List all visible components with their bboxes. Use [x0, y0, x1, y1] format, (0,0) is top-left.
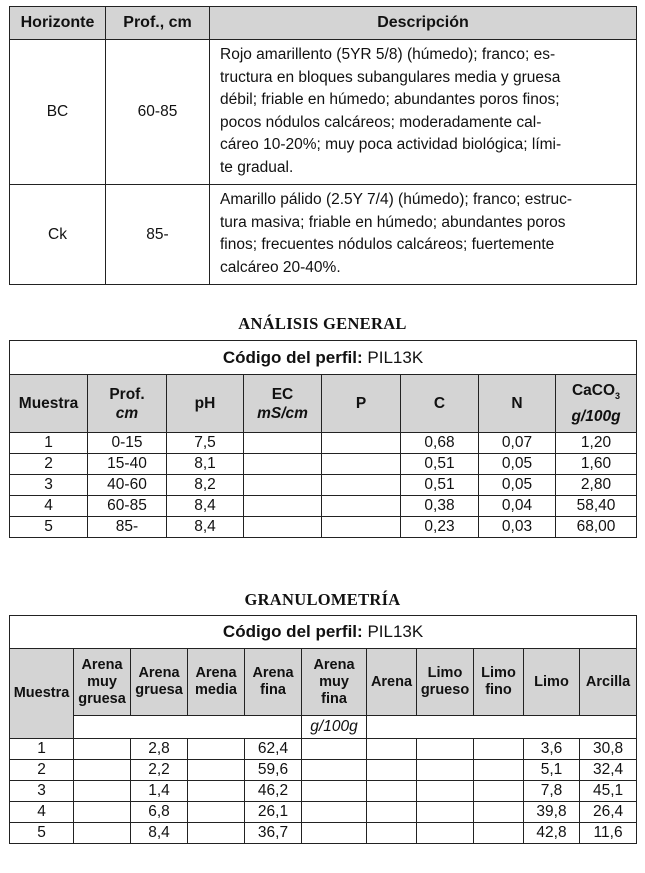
cell-ph: 8,1	[167, 454, 244, 475]
header-line: Arena	[313, 656, 355, 673]
header-caco3-label	[558, 381, 634, 406]
cell-limo-grueso	[417, 802, 474, 823]
general-row	[10, 454, 637, 475]
cell-arena-media	[188, 802, 245, 823]
cell-limo-fino	[474, 802, 524, 823]
cell-arena-media	[188, 781, 245, 802]
cell-ec	[244, 475, 322, 496]
header-arena: Arena	[367, 649, 417, 716]
cell-arcilla: 45,1	[580, 781, 637, 802]
header-line: muy	[87, 673, 117, 690]
header-line: Arena	[252, 665, 294, 681]
cell-c: 0,68	[401, 433, 479, 454]
cell-ec	[244, 454, 322, 475]
header-ec-unit: mS/cm	[257, 404, 308, 422]
cell-limo: 39,8	[524, 802, 580, 823]
cell-arena-muy-gruesa	[74, 802, 131, 823]
cell-arena-fina: 46,2	[245, 781, 302, 802]
header-line: fino	[485, 682, 512, 698]
cell-limo-grueso	[417, 739, 474, 760]
header-line: gruesa	[135, 682, 183, 698]
cell-arena	[367, 760, 417, 781]
general-row	[10, 475, 637, 496]
unit-spacer	[74, 716, 302, 739]
header-prof-label: Prof.	[109, 385, 145, 403]
cell-prof: 40-60	[88, 475, 167, 496]
cell-arena	[367, 739, 417, 760]
cell-arcilla: 32,4	[580, 760, 637, 781]
cell-arena-muy-gruesa	[74, 739, 131, 760]
section-title-granulometria: GRANULOMETRÍA	[244, 590, 401, 609]
cell-c: 0,38	[401, 496, 479, 517]
granulo-unit-row	[10, 716, 637, 739]
cell-muestra: 1	[10, 739, 74, 760]
cell-p	[322, 496, 401, 517]
header-line: Limo	[481, 665, 516, 681]
header-descripcion: Descripción	[210, 7, 637, 40]
cell-muestra: 5	[10, 517, 88, 538]
cell-arena	[367, 802, 417, 823]
caco3-subscript: 3	[615, 391, 621, 402]
cell-caco3: 2,80	[556, 475, 637, 496]
description-line: calcáreo 20-40%.	[220, 258, 341, 276]
cell-n: 0,07	[479, 433, 556, 454]
header-limo-grueso	[417, 649, 474, 716]
section-title-general: ANÁLISIS GENERAL	[238, 314, 407, 333]
granulo-header-row	[10, 649, 637, 716]
cell-muestra: 4	[10, 496, 88, 517]
horizon-depth: 85-	[106, 185, 210, 285]
cell-limo-grueso	[417, 823, 474, 844]
granulo-row	[10, 823, 637, 844]
description-line: cáreo 10-20%; muy poca actividad biológica; lími-	[220, 136, 562, 153]
cell-c: 0,51	[401, 454, 479, 475]
cell-arena-media	[188, 823, 245, 844]
cell-n: 0,03	[479, 517, 556, 538]
general-row	[10, 433, 637, 454]
profile-code-value: PIL13K	[367, 347, 424, 367]
header-c: C	[401, 375, 479, 433]
cell-caco3: 1,60	[556, 454, 637, 475]
unit-label: g/100g	[302, 716, 367, 739]
cell-arena-fina: 36,7	[245, 823, 302, 844]
cell-ec	[244, 517, 322, 538]
cell-limo-fino	[474, 781, 524, 802]
cell-n: 0,05	[479, 454, 556, 475]
cell-limo-fino	[474, 823, 524, 844]
cell-muestra: 1	[10, 433, 88, 454]
cell-arena-fina: 59,6	[245, 760, 302, 781]
profile-code-row	[10, 341, 637, 375]
cell-arena-muy-gruesa	[74, 823, 131, 844]
header-line: gruesa	[78, 690, 126, 707]
horizon-name: Ck	[10, 185, 106, 285]
profile-code-label: Código del perfil:	[222, 347, 363, 367]
cell-ec	[244, 433, 322, 454]
profile-code-row	[10, 616, 637, 649]
cell-arena-muy-fina	[302, 802, 367, 823]
granulo-row	[10, 760, 637, 781]
cell-arena-muy-fina	[302, 823, 367, 844]
cell-arena-fina: 26,1	[245, 802, 302, 823]
cell-p	[322, 433, 401, 454]
cell-arcilla: 30,8	[580, 739, 637, 760]
profile-code	[10, 341, 637, 375]
header-caco3-unit: g/100g	[571, 407, 621, 425]
cell-limo: 3,6	[524, 739, 580, 760]
cell-p	[322, 454, 401, 475]
cell-limo-fino	[474, 739, 524, 760]
header-arena-muy-fina	[302, 649, 367, 716]
granulometry-table	[9, 615, 637, 844]
cell-arena-muy-gruesa	[74, 760, 131, 781]
description-line: Amarillo pálido (2.5Y 7/4) (húmedo); franco; estruc-	[220, 191, 573, 208]
cell-arena-media	[188, 760, 245, 781]
header-arcilla: Arcilla	[580, 649, 637, 716]
header-n: N	[479, 375, 556, 433]
cell-muestra: 4	[10, 802, 74, 823]
header-arena-media	[188, 649, 245, 716]
cell-n: 0,05	[479, 475, 556, 496]
header-line: fina	[260, 682, 286, 698]
cell-limo: 7,8	[524, 781, 580, 802]
cell-limo: 5,1	[524, 760, 580, 781]
general-row	[10, 517, 637, 538]
header-ec	[244, 375, 322, 433]
cell-muestra: 3	[10, 475, 88, 496]
cell-n: 0,04	[479, 496, 556, 517]
profile-code-label: Código del perfil:	[222, 622, 363, 641]
general-analysis-table	[9, 340, 637, 538]
profile-code-value: PIL13K	[367, 622, 424, 641]
granulo-row	[10, 781, 637, 802]
cell-arena-muy-fina	[302, 760, 367, 781]
header-line: muy	[319, 673, 349, 690]
cell-arcilla: 26,4	[580, 802, 637, 823]
cell-arena-gruesa: 2,8	[131, 739, 188, 760]
unit-spacer	[367, 716, 637, 739]
granulo-row	[10, 802, 637, 823]
cell-caco3: 68,00	[556, 517, 637, 538]
cell-arena-muy-fina	[302, 781, 367, 802]
cell-prof: 15-40	[88, 454, 167, 475]
horizon-description	[210, 185, 637, 285]
cell-muestra: 2	[10, 760, 74, 781]
horizon-name: BC	[10, 40, 106, 185]
description-line: pocos nódulos calcáreos; moderadamente cal-	[220, 113, 542, 131]
header-line: fina	[321, 690, 347, 707]
header-limo: Limo	[524, 649, 580, 716]
cell-p	[322, 475, 401, 496]
cell-muestra: 3	[10, 781, 74, 802]
cell-muestra: 5	[10, 823, 74, 844]
header-arena-muy-gruesa	[74, 649, 131, 716]
cell-arena-gruesa: 8,4	[131, 823, 188, 844]
granulo-row	[10, 739, 637, 760]
cell-arena-muy-fina	[302, 739, 367, 760]
cell-p	[322, 517, 401, 538]
header-caco3	[556, 375, 637, 433]
cell-limo: 42,8	[524, 823, 580, 844]
header-muestra: Muestra	[10, 375, 88, 433]
cell-ph: 8,4	[167, 517, 244, 538]
header-ec-label: EC	[271, 385, 294, 403]
cell-ec	[244, 496, 322, 517]
header-line: media	[195, 682, 237, 698]
description-line: Rojo amarillento (5YR 5/8) (húmedo); franco; es-	[220, 46, 556, 63]
header-limo-fino	[474, 649, 524, 716]
cell-arena-fina: 62,4	[245, 739, 302, 760]
cell-arena-gruesa: 6,8	[131, 802, 188, 823]
header-horizonte: Horizonte	[10, 7, 106, 40]
header-line: Arena	[195, 665, 237, 681]
horizons-header-row	[10, 7, 637, 40]
cell-limo-fino	[474, 760, 524, 781]
header-arena-gruesa	[131, 649, 188, 716]
cell-limo-grueso	[417, 760, 474, 781]
cell-c: 0,51	[401, 475, 479, 496]
horizon-row	[10, 40, 637, 185]
cell-arena-media	[188, 739, 245, 760]
description-line: débil; friable en húmedo; abundantes poros finos;	[220, 91, 560, 108]
horizon-depth: 60-85	[106, 40, 210, 185]
horizons-table	[9, 6, 637, 285]
cell-arena	[367, 823, 417, 844]
header-line: Limo	[427, 665, 463, 681]
header-p: P	[322, 375, 401, 433]
general-row	[10, 496, 637, 517]
cell-arena-gruesa: 2,2	[131, 760, 188, 781]
header-line: Arena	[81, 656, 123, 673]
description-line: finos; frecuentes nódulos calcáreos; fuertemente	[220, 236, 555, 253]
cell-ph: 8,2	[167, 475, 244, 496]
description-line: te gradual.	[220, 158, 294, 176]
header-arena-fina	[245, 649, 302, 716]
cell-muestra: 2	[10, 454, 88, 475]
caco3-text: CaCO	[571, 382, 616, 400]
cell-caco3: 58,40	[556, 496, 637, 517]
cell-caco3: 1,20	[556, 433, 637, 454]
description-line: tructura en bloques subangulares media y gruesa	[220, 68, 561, 86]
header-line: Arena	[138, 665, 180, 681]
cell-arena	[367, 781, 417, 802]
profile-code	[10, 616, 637, 649]
cell-ph: 7,5	[167, 433, 244, 454]
header-ph: pH	[167, 375, 244, 433]
cell-prof: 0-15	[88, 433, 167, 454]
description-line: tura masiva; friable en húmedo; abundantes poros	[220, 213, 566, 231]
cell-arena-muy-gruesa	[74, 781, 131, 802]
cell-prof: 85-	[88, 517, 167, 538]
cell-arcilla: 11,6	[580, 823, 637, 844]
cell-c: 0,23	[401, 517, 479, 538]
cell-prof: 60-85	[88, 496, 167, 517]
general-header-row	[10, 375, 637, 433]
header-muestra: Muestra	[10, 649, 74, 739]
header-line: grueso	[420, 682, 470, 698]
header-prof-unit: cm	[115, 404, 139, 422]
cell-arena-gruesa: 1,4	[131, 781, 188, 802]
header-prof	[88, 375, 167, 433]
header-prof: Prof., cm	[106, 7, 210, 40]
horizon-row	[10, 185, 637, 285]
cell-ph: 8,4	[167, 496, 244, 517]
horizon-description	[210, 40, 637, 185]
cell-limo-grueso	[417, 781, 474, 802]
